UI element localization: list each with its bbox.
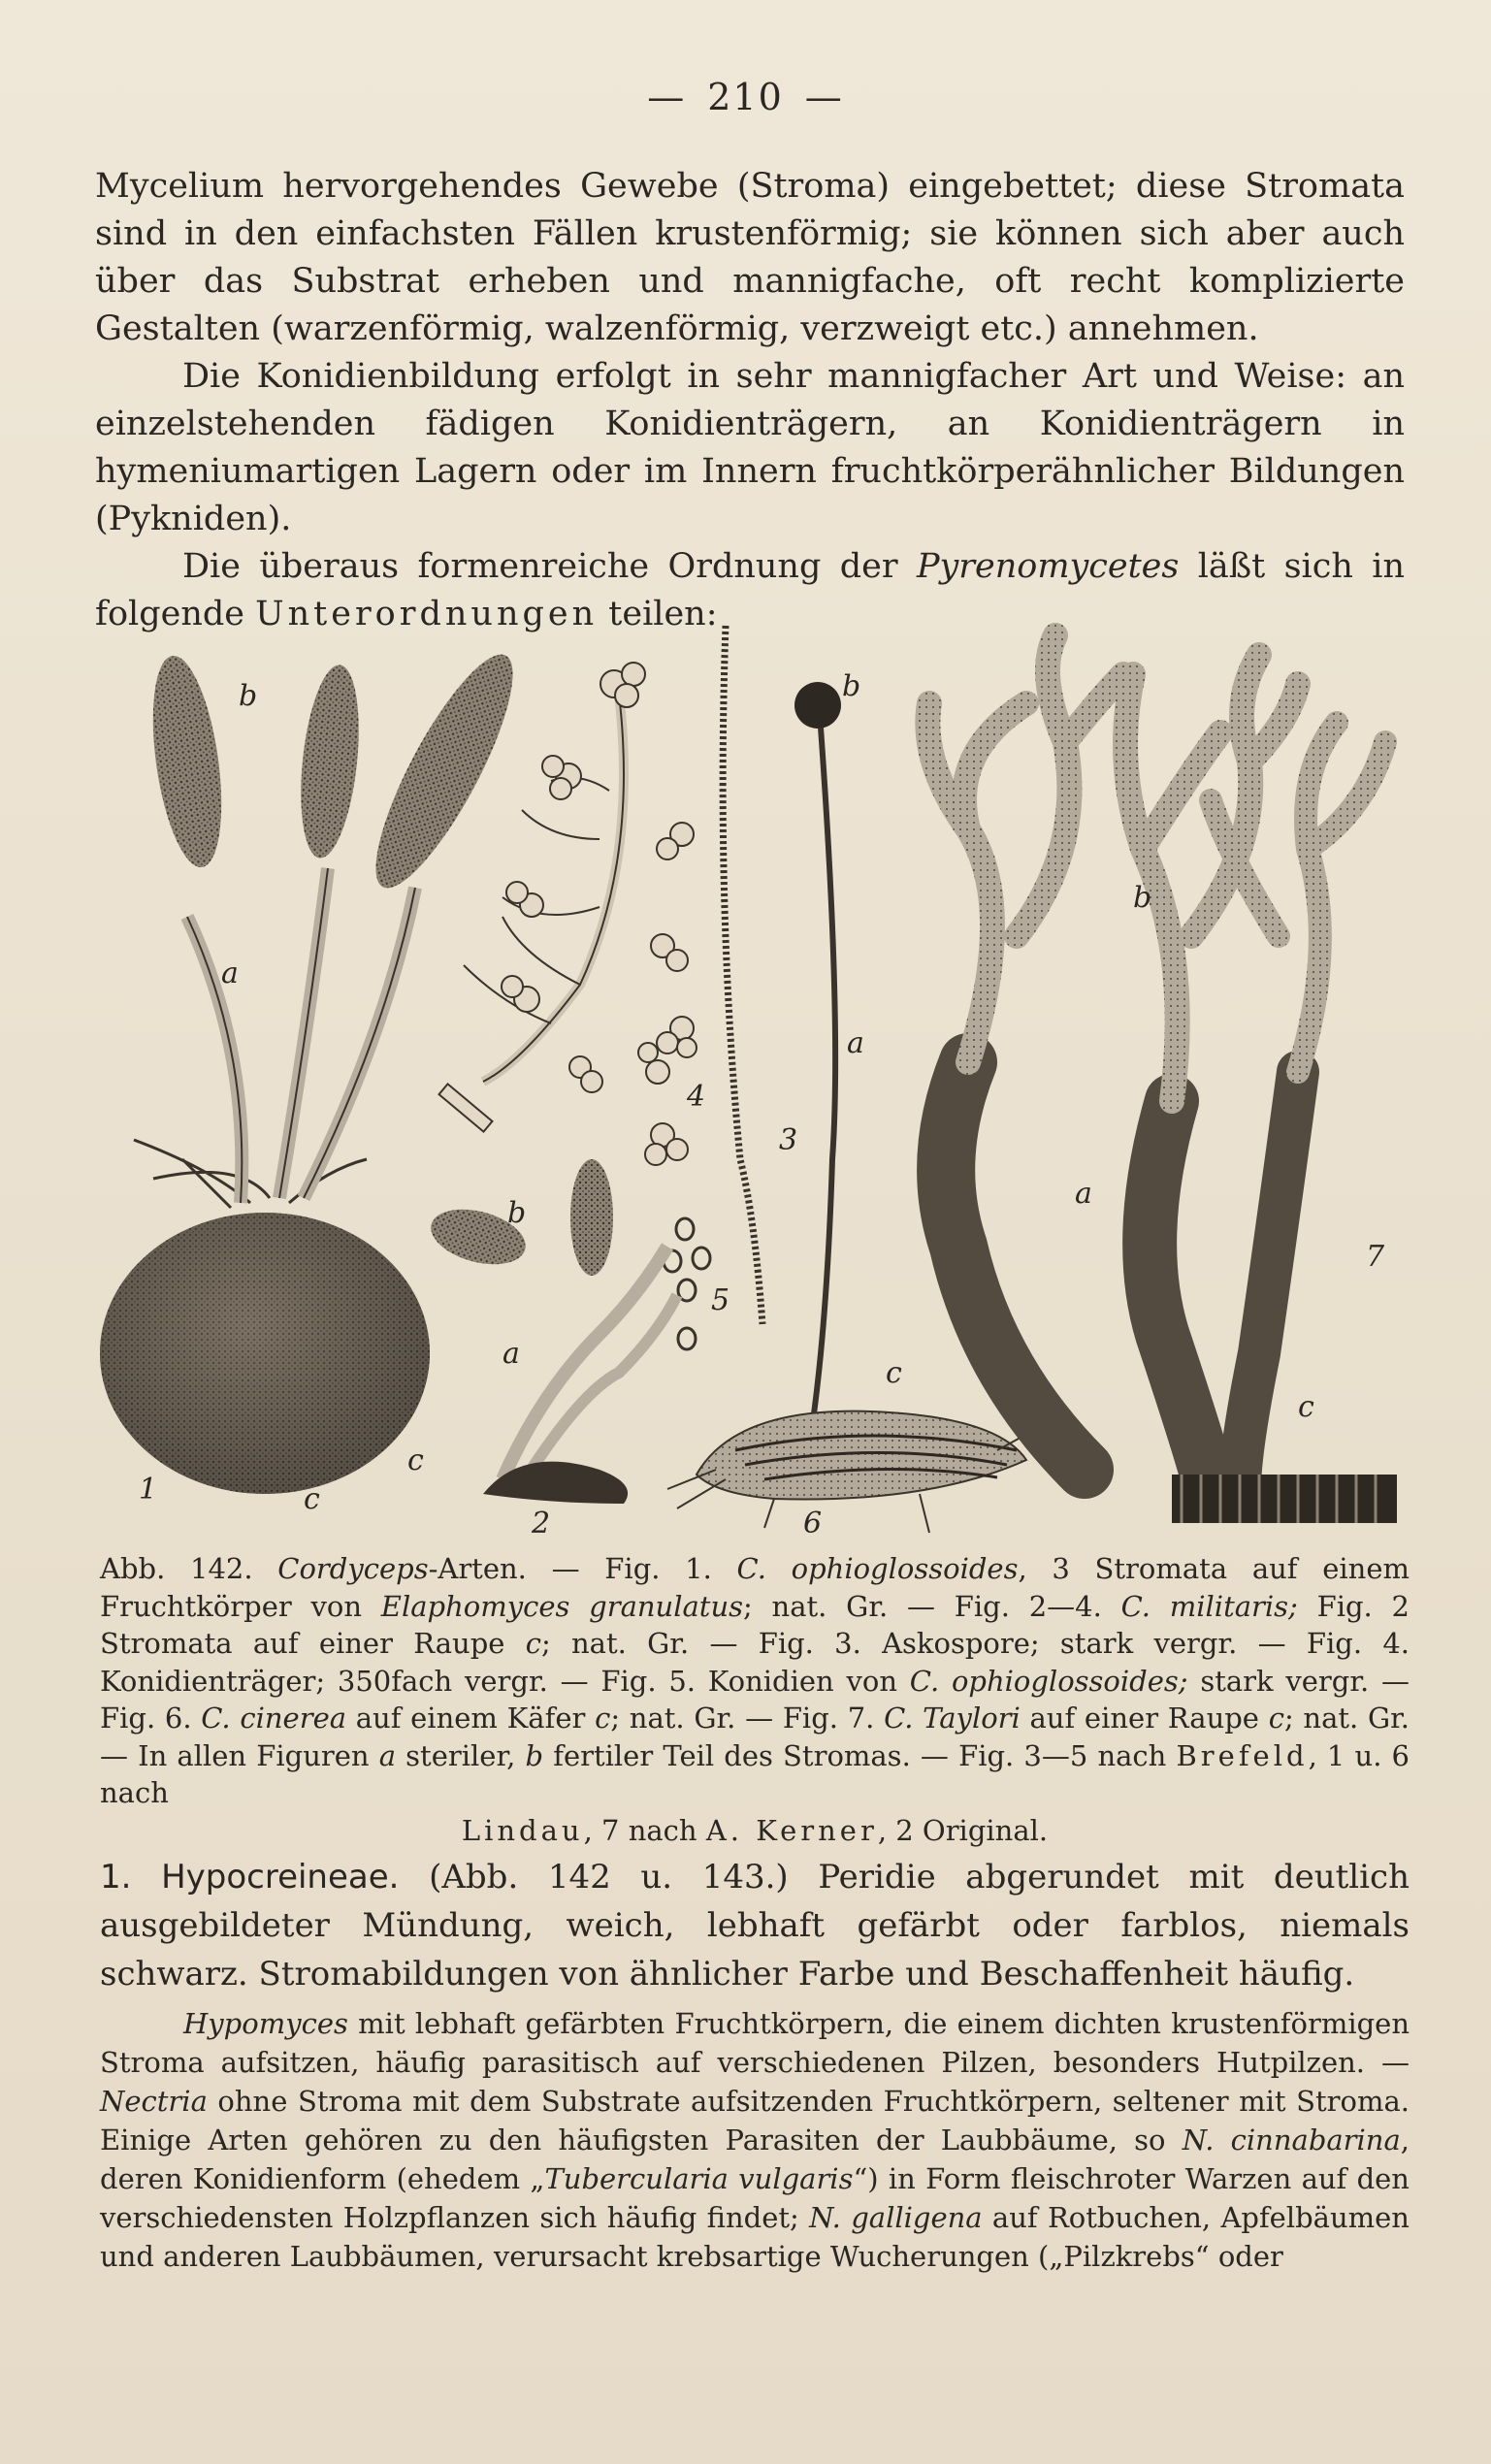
intro-paragraph-2: Die Konidienbildung erfolgt in sehr mannigfacher Art und Weise: an einzelstehenden fädigen Konidienträgern, an Konidienträgern in hymeniumartigen Lagern oder im Innern fruchtkörperähnlicher Bildungen (Pykniden). xyxy=(95,357,1405,538)
fig-number-3: 3 xyxy=(779,1123,798,1157)
label-b: b xyxy=(842,669,861,703)
fig-number-5: 5 xyxy=(711,1283,730,1317)
fig-number-1: 1 xyxy=(139,1473,158,1507)
fig2-drawing xyxy=(407,1159,677,1538)
fig-number-6: 6 xyxy=(803,1507,823,1538)
label-c: c xyxy=(407,1443,424,1477)
page-header: — 210 — xyxy=(647,76,844,118)
order-name: Pyrenomycetes xyxy=(916,547,1180,586)
section-title: 1. Hypocreineae. xyxy=(100,1858,400,1897)
label-c: c xyxy=(304,1482,320,1516)
intro-text xyxy=(95,163,1405,638)
label-b: b xyxy=(1133,881,1152,915)
fig-number-4: 4 xyxy=(687,1080,706,1114)
label-a: a xyxy=(1075,1177,1092,1211)
intro-paragraph-1: Mycelium hervorgehendes Gewebe (Stroma) eingebettet; diese Stromata sind in den einfachsten Fällen krustenförmig; sie können sich aber auch über das Substrat erheben und mannigfache, oft recht komplizierte Gestalten (warzenförmig, walzenförmig, verzweigt etc.) annehmen. xyxy=(95,167,1405,348)
label-b: b xyxy=(239,679,258,713)
label-a: a xyxy=(847,1026,864,1060)
fig7-drawing xyxy=(927,635,1397,1523)
fig-number-7: 7 xyxy=(1366,1240,1385,1274)
label-c: c xyxy=(1298,1390,1314,1424)
fig1-stroma-head xyxy=(142,652,233,872)
label-b: b xyxy=(507,1196,527,1230)
label-c: c xyxy=(886,1356,902,1390)
small-print-paragraph: Hypomyces mit lebhaft gefärbten Fruchtkörpern, die einem dichten krustenförmigen Stroma aufsitzen, häufig parasitisch auf verschiedenen Pilzen, besonders Hutpilzen. — Nectria ohne Stroma mit dem Substrate aufsitzenden Fruchtkörpern, seltener mit Stroma. Einige Arten gehören zu den häufigsten Parasiten der Laubbäume, so N. cinnabarina, deren Konidienform (ehedem „Tubercularia vulgaris“) in Form fleischroter Warzen auf den verschiedensten Holzpflanzen sich häufig findet; N. galligena auf Rotbuchen, Apfelbäumen und anderen Laubbäumen, verursacht krebsartige Wucherungen („Pilzkrebs“ oder xyxy=(100,2007,1410,2273)
page-number: 210 xyxy=(707,76,784,118)
label-a: a xyxy=(221,956,239,990)
intro-paragraph-3: Die überaus formenreiche Ordnung der Pyrenomycetes läßt sich in folgende Unterordnungen teilen: xyxy=(95,547,1405,633)
label-a: a xyxy=(502,1337,520,1371)
fig6-drawing xyxy=(667,669,1051,1538)
fig5-drawing xyxy=(664,1218,729,1349)
figure-caption: Abb. 142. Cordyceps-Arten. — Fig. 1. C. ophioglossoides, 3 Stromata auf einem Fruchtkörper von Elaphomyces granulatus; nat. Gr. — Fig. 2—4. C. militaris; Fig. 2 Stromata auf einer Raupe c; nat. Gr. — Fig. 3. Askospore; stark vergr. — Fig. 4. Konidienträger; 350fach vergr. — Fig. 5. Konidien von C. ophioglossoides; stark vergr. — Fig. 6. C. cinerea auf einem Käfer c; nat. Gr. — Fig. 7. C. Taylori auf einer Raupe c; nat. Gr. — In allen Figuren a steriler, b fertiler Teil des Stromas. — Fig. 3—5 nach Brefeld, 1 u. 6 nach Lindau, 7 nach A. Kerner, 2 Original. xyxy=(100,1552,1410,1847)
section-hypocreineae xyxy=(100,1853,1410,1998)
figure-142 xyxy=(95,616,1400,1538)
fig1-drawing xyxy=(100,639,535,1516)
fig-number-2: 2 xyxy=(532,1507,551,1538)
caterpillar-segment xyxy=(1172,1475,1397,1523)
cordyceps-illustration xyxy=(95,616,1400,1538)
fig3-drawing xyxy=(723,626,797,1324)
section-text: (Abb. 142 u. 143.) Peridie abgerundet mit deutlich ausgebildeter Mündung, weich, lebhaft gefärbt oder farblos, niemals schwarz. Stromabildungen von ähnlicher Farbe und Beschaffenheit häufig. xyxy=(100,1858,1410,1994)
